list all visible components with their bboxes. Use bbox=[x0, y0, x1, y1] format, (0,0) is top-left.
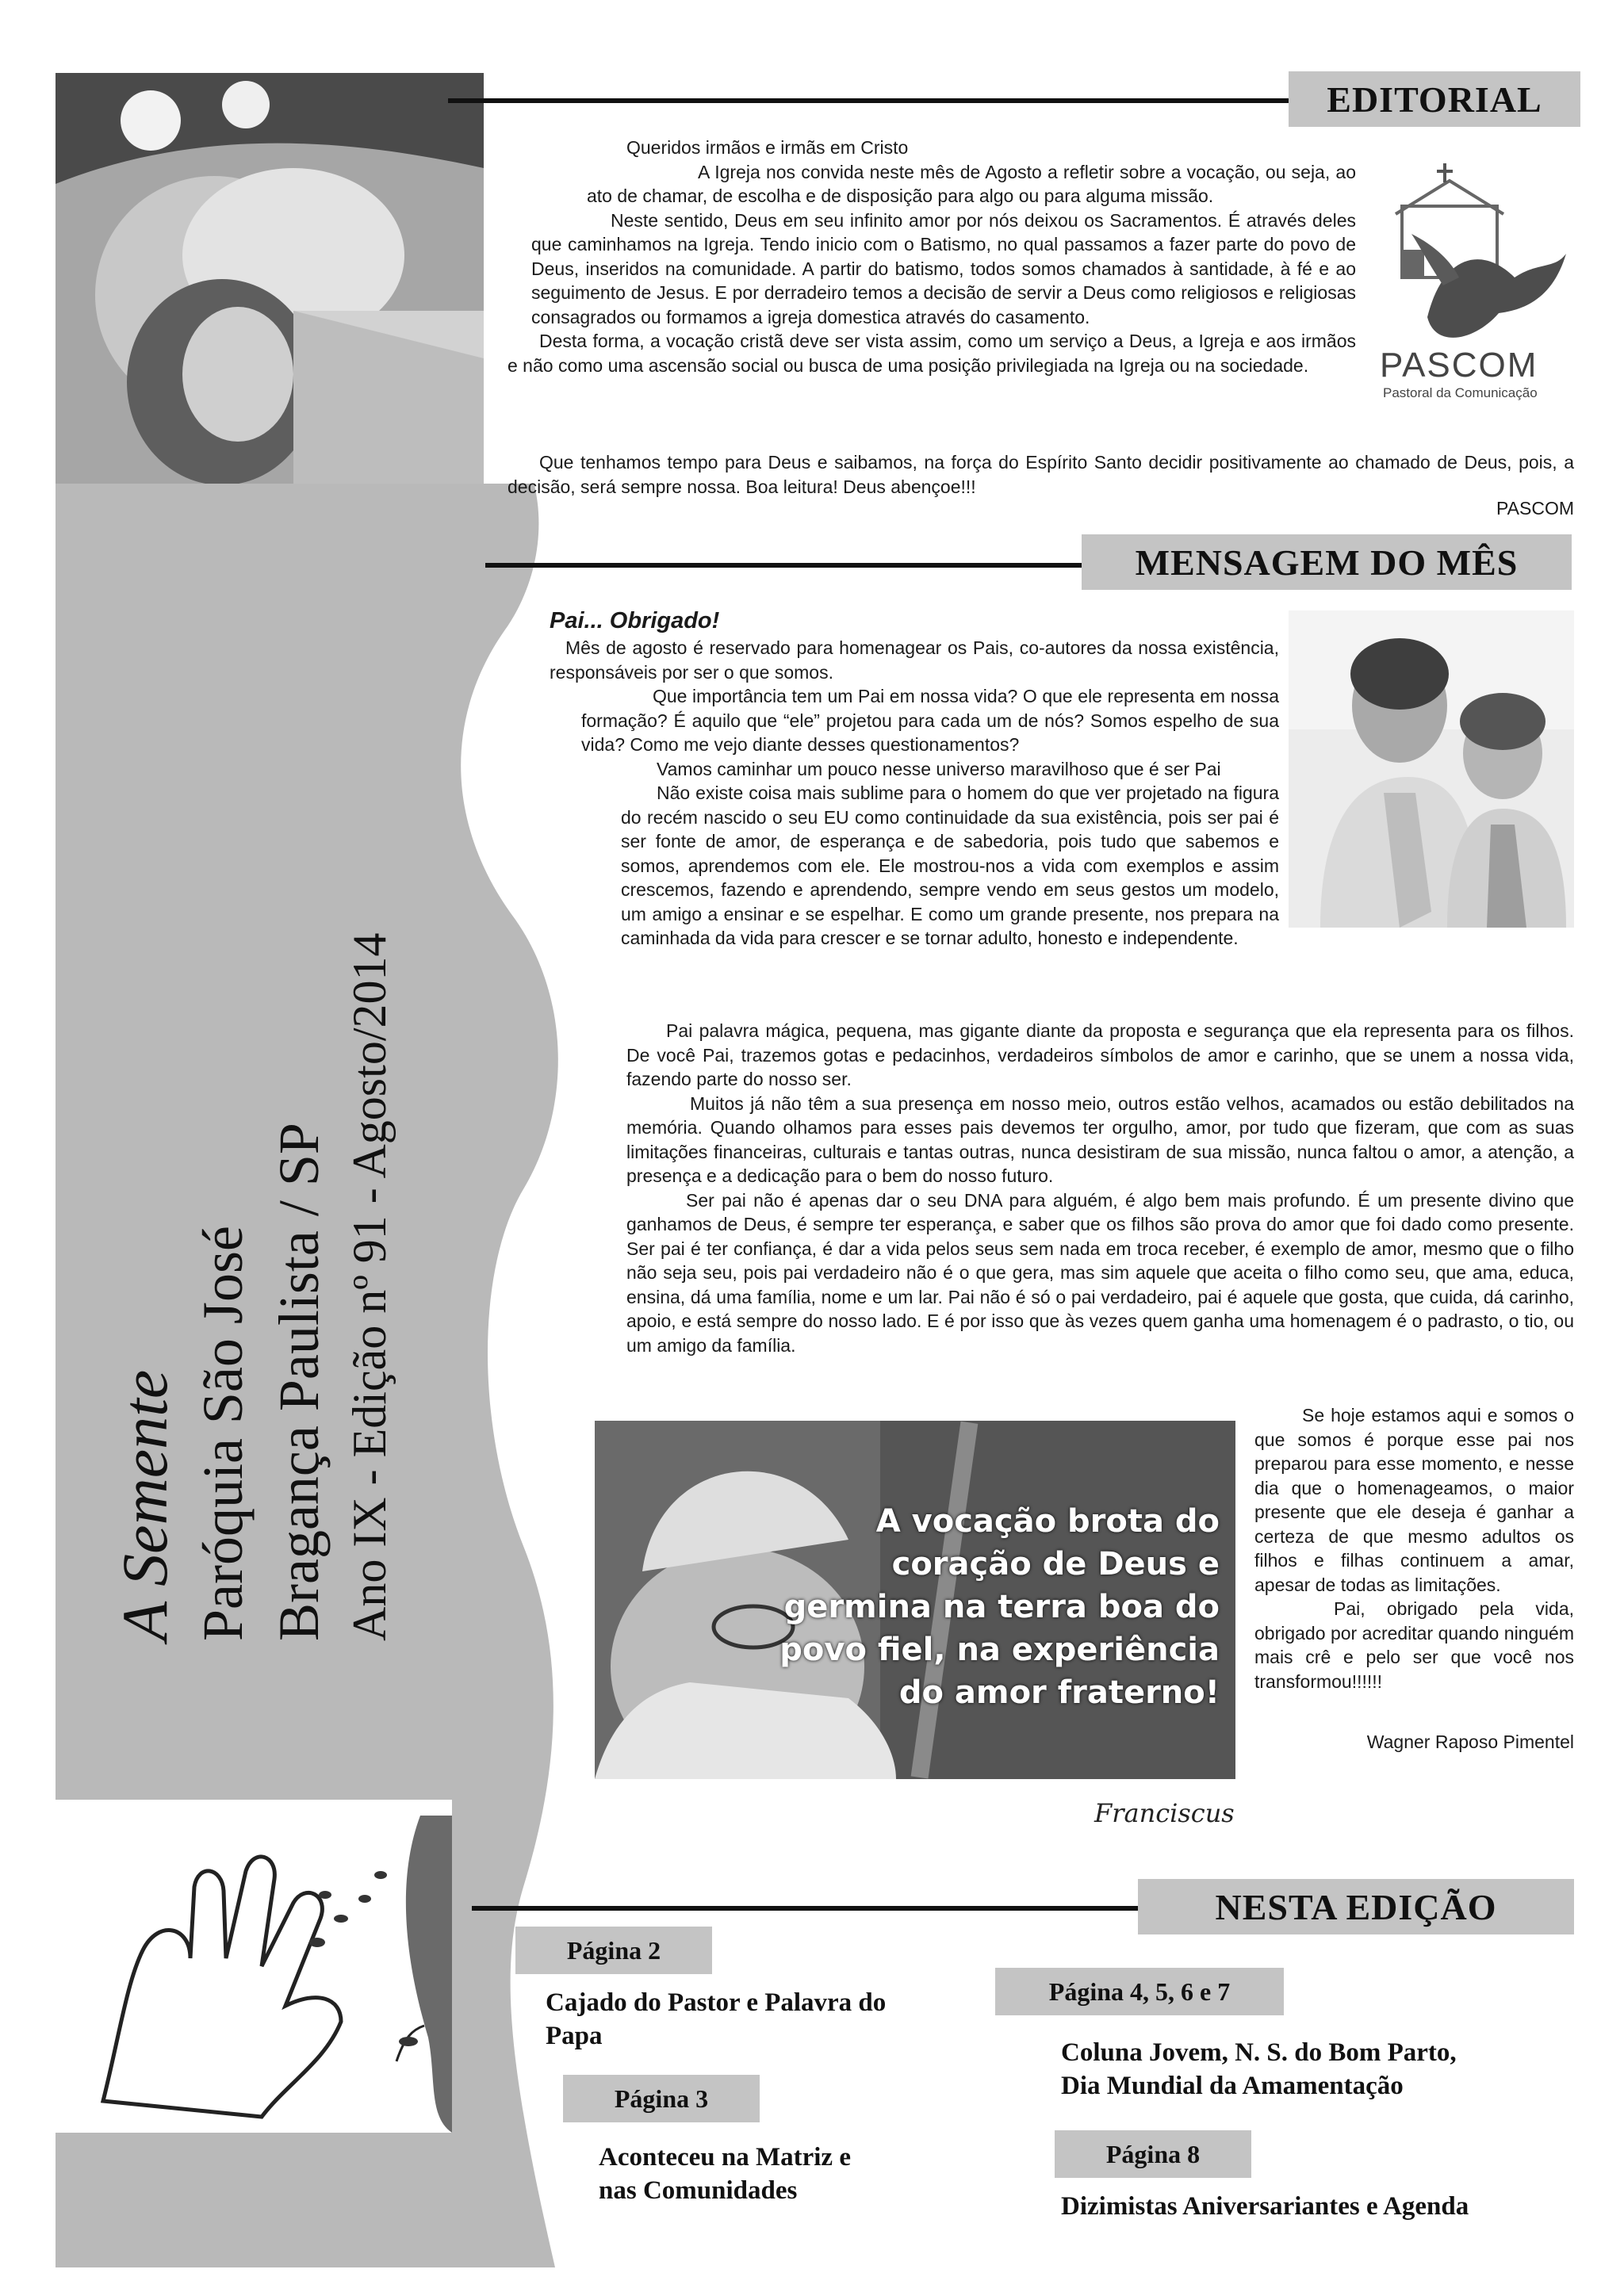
masthead bbox=[111, 933, 395, 1642]
page-3-label: Página 3 bbox=[563, 2075, 760, 2122]
page-3-text-line: nas Comunidades bbox=[599, 2176, 798, 2205]
mensagem-body-side bbox=[1254, 1403, 1574, 1693]
sowing-hand-illustration bbox=[56, 1800, 452, 2133]
mensagem-paragraph: Mês de agosto é reservado para homenagear os Pais, co-autores da nossa existência, responsáveis por ser o que somos. bbox=[550, 637, 1279, 683]
page-4-7-text-line: Coluna Jovem, N. S. do Bom Parto, bbox=[1061, 2038, 1457, 2067]
nesta-edicao-heading: NESTA EDIÇÃO bbox=[1138, 1879, 1574, 1934]
mensagem-paragraph: Pai palavra mágica, pequena, mas gigante diante da proposta e segurança que ela representa para os filhos. De você Pai, trazemos gotas e pedacinhos, verdadeiros símbolos de amor e carinho, que se unem a nossa vida, fazendo parte do nosso ser. bbox=[626, 1020, 1574, 1089]
mensagem-title: Pai... Obrigado! bbox=[550, 608, 720, 633]
nesta-edicao-rule bbox=[472, 1906, 1138, 1911]
saint-joseph-photo bbox=[56, 73, 484, 484]
pascom-logo-name: PASCOM bbox=[1380, 346, 1538, 385]
masthead-title: A Semente bbox=[109, 1369, 181, 1641]
pope-francis-photo bbox=[595, 1421, 1235, 1779]
editorial-body bbox=[508, 136, 1356, 377]
editorial-greeting: Queridos irmãos e irmãs em Cristo bbox=[626, 137, 909, 158]
editorial-paragraph: Que tenhamos tempo para Deus e saibamos, na força do Espírito Santo decidir positivamente ao chamado de Deus, pois, a decisão, será sempre nossa. Boa leitura! Deus abençoe!!! bbox=[508, 452, 1574, 497]
mensagem-body-middle bbox=[626, 1019, 1574, 1357]
mensagem-paragraph: Pai, obrigado pela vida, obrigado por acreditar quando ninguém mais crê e pelo ser que você nos transformou!!!!!! bbox=[1254, 1598, 1574, 1692]
mensagem-rule bbox=[485, 563, 1082, 568]
mensagem-paragraph: Não existe coisa mais sublime para o homem do que ver projetado na figura do recém nascido o seu EU como continuidade da sua existência, pois ser pai é ser fonte de amor, de esperança e de sabedoria, pois tudo que sabemos e somos, aprendemos com ele. Ele mostrou-nos a vida com exemplos e assim crescemos, fazendo e aprendendo, sempre vendo em seus gestos um modelo, um amigo a ensinar e se espelhar. E como um grande presente, nos prepara na caminhada da vida para crescer e se tornar adulto, honesto e independente. bbox=[621, 783, 1279, 948]
pascom-logo bbox=[1380, 159, 1570, 412]
page-2-text bbox=[546, 1986, 886, 2053]
page-3-text bbox=[599, 2141, 851, 2207]
pope-quote-line: germina na terra boa do bbox=[783, 1589, 1220, 1625]
pascom-logo-sub: Pastoral da Comunicação bbox=[1383, 385, 1538, 400]
pope-quote-line: coração de Deus e bbox=[891, 1546, 1220, 1582]
page-8-text bbox=[1061, 2190, 1469, 2223]
editorial-heading: EDITORIAL bbox=[1289, 71, 1580, 127]
pope-quote bbox=[779, 1500, 1220, 1714]
mensagem-paragraph: Que importância tem um Pai em nossa vida? O que ele representa em nossa formação? É aquilo que “ele” projetou para cada um de nós? Somos espelho de sua vida? Como me vejo diante desses questionamentos? bbox=[581, 686, 1279, 755]
page-4-7-label: Página 4, 5, 6 e 7 bbox=[995, 1968, 1284, 2015]
page-2-text-line: Cajado do Pastor e Palavra do bbox=[546, 1988, 887, 2017]
masthead-edition: Ano IX - Edição nº 91 - Agosto/2014 bbox=[343, 932, 396, 1641]
dove-church-icon bbox=[1380, 159, 1570, 349]
page-4-7-text-line: Dia Mundial da Amamentação bbox=[1061, 2072, 1404, 2100]
mensagem-paragraph: Muitos já não têm a sua presença em nosso meio, outros estão velhos, acamados ou estão debilitados na memória. Quando olhamos para esses pais devemos ter orgulho, amor, por tudo que fizeram, que com as suas limitações financeiras, culturais e tantas outras, nunca desistiram de sua missão, nunca faltou o amor, a atenção, a presença e a dedicação para o bem do nosso futuro. bbox=[626, 1093, 1574, 1186]
page-3-text-line: Aconteceu na Matriz e bbox=[599, 2143, 851, 2172]
page-2-label: Página 2 bbox=[515, 1927, 712, 1974]
mensagem-paragraph: Ser pai não é apenas dar o seu DNA para alguém, é algo bem mais profundo. É um presente divino que ganhamos de Deus, é sempre ter esperança, e saber que os filhos são prova do amor que foi dado como presente. Ser pai é ter confiança, é dar a vida pelos seus sem nada em troca receber, é exemplo de amor, mesmo que o filho não seja seu, pois pai verdadeiro não é o que gera, mas sim aquele que aceita o filho como seu, que ama, educa, ensina, dá uma família, nome e um lar. Pai não é só o pai verdadeiro, pai é aquele que gosta, que cuida, dá carinho, apoio, e está sempre do nosso lado. E é por isso que às vezes quem ganha uma homenagem é o padrasto, o tio, ou um amigo da família. bbox=[626, 1189, 1574, 1356]
pope-quote-line: povo fiel, na experiência bbox=[779, 1632, 1220, 1668]
page-8-text-line: Dizimistas Aniversariantes e Agenda bbox=[1061, 2192, 1469, 2221]
mensagem-body-top bbox=[550, 636, 1279, 951]
pope-signature: Franciscus bbox=[1094, 1798, 1235, 1828]
mensagem-paragraph: Vamos caminhar um pouco nesse universo maravilhoso que é ser Pai bbox=[657, 758, 1221, 779]
editorial-paragraph: Desta forma, a vocação cristã deve ser vista assim, como um serviço a Deus, a Igreja e aos irmãos e não como uma ascensão social ou busca de uma posição privilegiada na Igreja ou na sociedade. bbox=[508, 331, 1356, 376]
mensagem-author: Wagner Raposo Pimentel bbox=[1366, 1732, 1574, 1752]
pope-quote-line: A vocação brota do bbox=[875, 1503, 1220, 1540]
page-4-7-text bbox=[1061, 2036, 1457, 2103]
mensagem-paragraph: Se hoje estamos aqui e somos o que somos é porque esse pai nos preparou para esse momento, e nesse dia que o homenageamos, o maior presente que ele deseja é ganhar a certeza de que mesmo adultos os filhos e filhas continuem a amar, apesar de todas as limitações. bbox=[1254, 1405, 1574, 1595]
editorial-paragraph: A Igreja nos convida neste mês de Agosto a refletir sobre a vocação, ou seja, ao ato de chamar, de escolha e de disposição para algo ou para alguma missão. bbox=[587, 161, 1356, 206]
editorial-rule bbox=[448, 98, 1289, 103]
masthead-parish: Paróquia São José bbox=[191, 1226, 255, 1641]
mensagem-heading: MENSAGEM DO MÊS bbox=[1082, 534, 1572, 590]
editorial-closing bbox=[508, 450, 1574, 499]
editorial-signature: PASCOM bbox=[1496, 498, 1574, 519]
page-8-label: Página 8 bbox=[1055, 2130, 1251, 2178]
masthead-city: Bragança Paulista / SP bbox=[266, 1123, 331, 1641]
page-2-text-line: Papa bbox=[546, 2022, 603, 2050]
father-son-photo bbox=[1289, 610, 1574, 928]
editorial-paragraph: Neste sentido, Deus em seu infinito amor por nós deixou os Sacramentos. É através deles que caminhamos na Igreja. Tendo inicio com o Batismo, no qual passamos a fazer parte do povo de Deus, inseridos na comunidade. A partir do batismo, todos somos chamados à santidade, à fé e ao seguimento de Jesus. E por derradeiro temos a decisão de servir a Deus como religiosos e religiosas consagrados ou formamos a igreja domestica através do casamento. bbox=[531, 209, 1356, 327]
pope-quote-line: do amor fraterno! bbox=[898, 1674, 1220, 1711]
